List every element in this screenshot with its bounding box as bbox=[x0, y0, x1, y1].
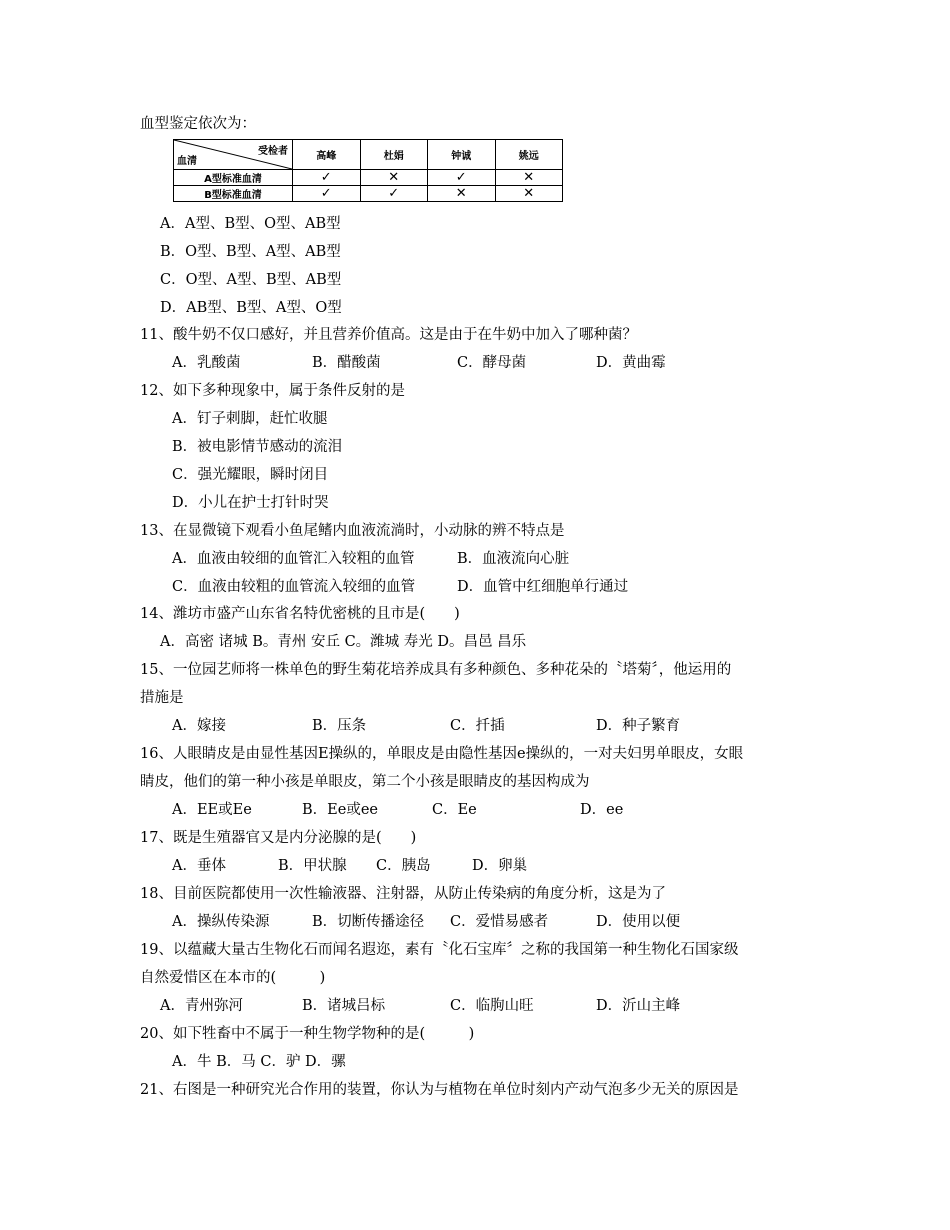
result-mark: ✓ bbox=[293, 186, 361, 202]
row-label: B型标准血清 bbox=[174, 186, 293, 202]
q15-text-line2: 措施是 bbox=[140, 690, 184, 706]
result-mark: ✕ bbox=[495, 170, 563, 186]
q18-option-d: D．使用以便 bbox=[596, 914, 681, 930]
q12-option-d: D．小儿在护士打针时哭 bbox=[172, 495, 329, 511]
q19-option-d: D．沂山主峰 bbox=[596, 998, 681, 1014]
q19-text-line1: 19、以蕴藏大量古生物化石而闻名遐迩，素有〝化石宝库〞之称的我国第一种生物化石国家级 bbox=[140, 942, 739, 958]
result-mark: ✓ bbox=[360, 186, 428, 202]
q16-option-c: C．Ee bbox=[432, 802, 477, 818]
q11-option-d: D．黄曲霉 bbox=[596, 355, 666, 371]
q15-option-a: A．嫁接 bbox=[172, 718, 226, 734]
q16-option-d: D．ee bbox=[580, 802, 624, 818]
q16-option-b: B．Ee或ee bbox=[302, 802, 378, 818]
q15-text-line1: 15、一位园艺师将一株单色的野生菊花培养成具有多种颜色、多种花朵的〝塔菊〞，他运用的 bbox=[140, 662, 732, 678]
result-mark: ✓ bbox=[293, 170, 361, 186]
q17-option-c: C．胰岛 bbox=[376, 858, 431, 874]
q17-option-b: B．甲状腺 bbox=[278, 858, 347, 874]
q20-text: 20、如下牲畜中不属于一种生物学物种的是( ) bbox=[140, 1026, 475, 1042]
q16-text-line2: 睛皮，他们的第一种小孩是单眼皮，第二个小孩是眼睛皮的基因构成为 bbox=[140, 774, 590, 790]
q19-text-line2: 自然爱惜区在本市的( ) bbox=[140, 970, 326, 986]
column-header: 姚远 bbox=[495, 140, 563, 170]
q18-option-b: B．切断传播途径 bbox=[312, 914, 425, 930]
q12-option-a: A．钉子刺脚，赶忙收腿 bbox=[172, 411, 328, 427]
q11-option-a: A．乳酸菌 bbox=[172, 355, 241, 371]
q17-option-d: D．卵巢 bbox=[472, 858, 528, 874]
intro-text: 血型鉴定依次为： bbox=[140, 116, 256, 132]
corner-bottom-label: 血清 bbox=[177, 156, 197, 167]
q13-option-c: C．血液由较粗的血管流入较细的血管 bbox=[172, 579, 416, 595]
q16-text-line1: 16、人眼睛皮是由显性基因E操纵的，单眼皮是由隐性基因e操纵的，一对夫妇男单眼皮，女眼 bbox=[140, 746, 744, 762]
q13-option-b: B．血液流向心脏 bbox=[457, 551, 570, 567]
table-corner-cell bbox=[174, 140, 293, 170]
q10-option-d: D．AB型、B型、A型、O型 bbox=[160, 300, 342, 316]
q17-option-a: A．垂体 bbox=[172, 858, 226, 874]
q19-option-a: A．青州弥河 bbox=[160, 998, 243, 1014]
blood-type-table bbox=[173, 139, 563, 202]
column-header: 高峰 bbox=[293, 140, 361, 170]
column-header: 钟诚 bbox=[428, 140, 496, 170]
q14-text: 14、潍坊市盛产山东省名特优密桃的且市是( ) bbox=[140, 606, 460, 622]
row-label: A型标准血清 bbox=[174, 170, 293, 186]
q12-text: 12、如下多种现象中，属于条件反射的是 bbox=[140, 383, 405, 399]
q20-options: A．牛 B．马 C．驴 D．骡 bbox=[172, 1054, 346, 1070]
q14-options: A．高密 诸城 B。青州 安丘 C。潍城 寿光 D。昌邑 昌乐 bbox=[160, 634, 527, 650]
q16-option-a: A．EE或Ee bbox=[172, 802, 252, 818]
q19-option-b: B．诸城吕标 bbox=[302, 998, 386, 1014]
result-mark: ✓ bbox=[428, 170, 496, 186]
column-header: 杜娟 bbox=[360, 140, 428, 170]
q12-option-c: C．强光耀眼，瞬时闭目 bbox=[172, 467, 329, 483]
q21-text: 21、右图是一种研究光合作用的装置，你认为与植物在单位时刻内产动气泡多少无关的原因是 bbox=[140, 1082, 739, 1098]
q18-text: 18、目前医院都使用一次性输液器、注射器，从防止传染病的角度分析，这是为了 bbox=[140, 886, 666, 902]
q10-option-b: B．O型、B型、A型、AB型 bbox=[160, 244, 341, 260]
corner-top-label: 受检者 bbox=[258, 146, 288, 157]
result-mark: ✕ bbox=[360, 170, 428, 186]
q11-option-b: B．醋酸菌 bbox=[312, 355, 381, 371]
q13-option-a: A．血液由较细的血管汇入较粗的血管 bbox=[172, 551, 415, 567]
q18-option-a: A．操纵传染源 bbox=[172, 914, 270, 930]
q13-text: 13、在显微镜下观看小鱼尾鳍内血液流淌时，小动脉的辨不特点是 bbox=[140, 523, 565, 539]
q12-option-b: B．被电影情节感动的流泪 bbox=[172, 439, 343, 455]
result-mark: ✕ bbox=[495, 186, 563, 202]
q10-option-c: C．O型、A型、B型、AB型 bbox=[160, 272, 342, 288]
q15-option-d: D．种子繁育 bbox=[596, 718, 681, 734]
q10-option-a: A．A型、B型、O型、AB型 bbox=[160, 216, 341, 232]
q13-option-d: D．血管中红细胞单行通过 bbox=[457, 579, 629, 595]
q19-option-c: C．临朐山旺 bbox=[450, 998, 534, 1014]
q18-option-c: C．爱惜易感者 bbox=[450, 914, 549, 930]
q11-text: 11、酸牛奶不仅口感好，并且营养价值高。这是由于在牛奶中加入了哪种菌？ bbox=[140, 327, 637, 343]
q15-option-c: C．扦插 bbox=[450, 718, 505, 734]
q11-option-c: C．酵母菌 bbox=[457, 355, 527, 371]
q17-text: 17、既是生殖器官又是内分泌腺的是( ) bbox=[140, 830, 417, 846]
result-mark: ✕ bbox=[428, 186, 496, 202]
q15-option-b: B．压条 bbox=[312, 718, 367, 734]
